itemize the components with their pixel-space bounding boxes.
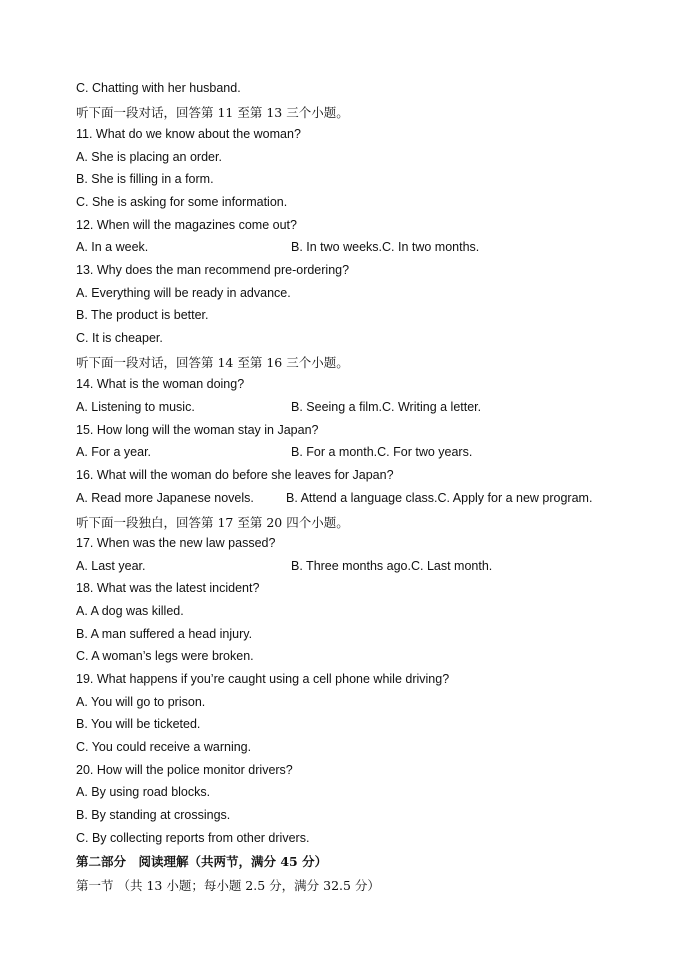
- section-instruction-14-16: 听下面一段对话，回答第 14 至第 16 三个小题。: [76, 355, 349, 370]
- option-13b: B. The product is better.: [76, 308, 209, 322]
- option-20c: C. By collecting reports from other drivers.: [76, 831, 310, 845]
- option-14bc: B. Seeing a film.C. Writing a letter.: [291, 400, 482, 414]
- option-18b: B. A man suffered a head injury.: [76, 627, 253, 641]
- options-14: [76, 400, 482, 414]
- option-17a: A. Last year.: [76, 559, 146, 573]
- option-18a: A. A dog was killed.: [76, 604, 184, 618]
- question-11: 11. What do we know about the woman?: [76, 127, 301, 141]
- question-16: 16. What will the woman do before she leaves for Japan?: [76, 468, 394, 482]
- question-18: 18. What was the latest incident?: [76, 581, 260, 595]
- question-17: 17. When was the new law passed?: [76, 536, 276, 550]
- option-16bc: B. Attend a language class.C. Apply for a new program.: [286, 491, 593, 505]
- options-16: [76, 491, 593, 505]
- question-14: 14. What is the woman doing?: [76, 377, 245, 391]
- options-15: [76, 445, 473, 459]
- option-15bc: B. For a month.C. For two years.: [291, 445, 473, 459]
- option-18c: C. A woman’s legs were broken.: [76, 649, 254, 663]
- option-13c: C. It is cheaper.: [76, 331, 163, 345]
- option-11b: B. She is filling in a form.: [76, 172, 214, 186]
- option-13a: A. Everything will be ready in advance.: [76, 286, 291, 300]
- option-10c: C. Chatting with her husband.: [76, 81, 241, 95]
- option-20a: A. By using road blocks.: [76, 785, 211, 799]
- section-one-heading: 第一节 （共 13 小题；每小题 2.5 分，满分 32.5 分）: [76, 878, 380, 893]
- option-15a: A. For a year.: [76, 445, 152, 459]
- question-15: 15. How long will the woman stay in Japan?: [76, 423, 319, 437]
- option-11c: C. She is asking for some information.: [76, 195, 288, 209]
- option-14a: A. Listening to music.: [76, 400, 195, 414]
- option-12a: A. In a week.: [76, 240, 149, 254]
- option-19a: A. You will go to prison.: [76, 695, 206, 709]
- option-19c: C. You could receive a warning.: [76, 740, 252, 754]
- question-13: 13. Why does the man recommend pre-ordering?: [76, 263, 350, 277]
- section-instruction-11-13: 听下面一段对话，回答第 11 至第 13 三个小题。: [76, 105, 349, 120]
- option-16a: A. Read more Japanese novels.: [76, 491, 254, 505]
- option-17bc: B. Three months ago.C. Last month.: [291, 559, 493, 573]
- option-12bc: B. In two weeks.C. In two months.: [291, 240, 480, 254]
- section-instruction-17-20: 听下面一段独白，回答第 17 至第 20 四个小题。: [76, 515, 349, 530]
- part-two-heading: 第二部分 阅读理解（共两节，满分 45 分）: [76, 854, 328, 869]
- option-19b: B. You will be ticketed.: [76, 717, 201, 731]
- question-20: 20. How will the police monitor drivers?: [76, 763, 293, 777]
- question-12: 12. When will the magazines come out?: [76, 218, 297, 232]
- option-20b: B. By standing at crossings.: [76, 808, 231, 822]
- question-19: 19. What happens if you’re caught using a cell phone while driving?: [76, 672, 450, 686]
- option-11a: A. She is placing an order.: [76, 150, 222, 164]
- options-12: [76, 240, 480, 254]
- options-17: [76, 559, 493, 573]
